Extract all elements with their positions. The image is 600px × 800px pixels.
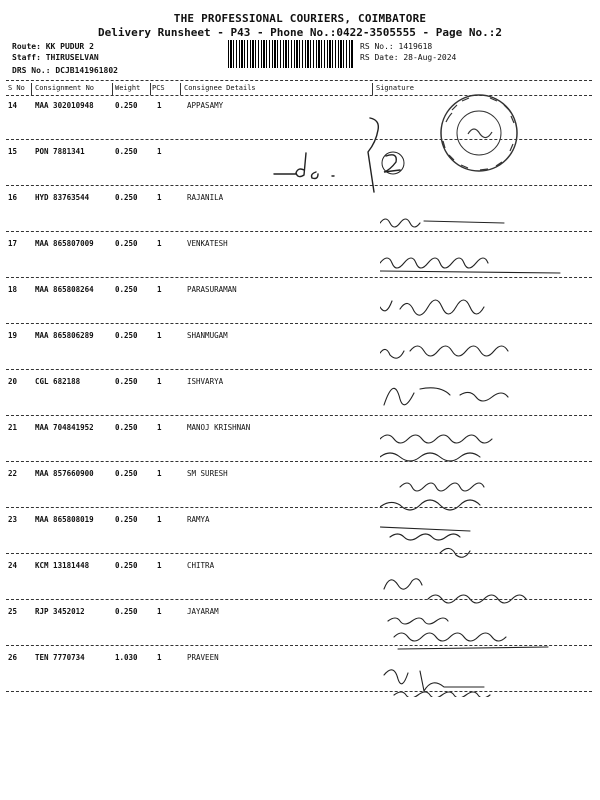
consignment-number: HYD 83763544 — [35, 193, 90, 202]
row-divider — [6, 691, 592, 692]
weight-value: 0.250 — [115, 607, 138, 616]
pieces-count: 1 — [157, 147, 162, 156]
table-row — [0, 285, 600, 331]
row-divider — [6, 231, 592, 232]
consignee-name: ISHVARYA — [187, 377, 224, 386]
col-header-signature: Signature — [376, 84, 414, 92]
consignment-number: KCM 13181448 — [35, 561, 90, 570]
weight-value: 1.030 — [115, 653, 138, 662]
consignment-number: MAA 865808264 — [35, 285, 94, 294]
serial-number: 23 — [8, 515, 18, 524]
col-divider — [112, 83, 113, 95]
weight-value: 0.250 — [115, 561, 138, 570]
col-header-weight: Weight — [115, 84, 141, 92]
consignee-name: APPASAMY — [187, 101, 224, 110]
consignee-name: MANOJ KRISHNAN — [187, 423, 251, 432]
col-divider — [180, 83, 181, 95]
consignment-number: TEN 7770734 — [35, 653, 85, 662]
consignee-name: CHITRA — [187, 561, 215, 570]
col-header-sno: S No — [8, 84, 25, 92]
pieces-count: 1 — [157, 515, 162, 524]
consignee-name: JAYARAM — [187, 607, 219, 616]
company-seal-stamp — [438, 92, 520, 174]
table-row — [0, 239, 600, 285]
serial-number: 25 — [8, 607, 18, 616]
table-row — [0, 331, 600, 377]
table-row — [0, 193, 600, 239]
weight-value: 0.250 — [115, 101, 138, 110]
row-divider — [6, 277, 592, 278]
pieces-count: 1 — [157, 377, 162, 386]
weight-value: 0.250 — [115, 515, 138, 524]
pieces-count: 1 — [157, 101, 162, 110]
row-divider — [6, 415, 592, 416]
row-divider — [6, 553, 592, 554]
consignee-name: PRAVEEN — [187, 653, 219, 662]
col-divider — [31, 83, 32, 95]
consignee-name: SHANMUGAM — [187, 331, 228, 340]
consignment-number: MAA 704841952 — [35, 423, 94, 432]
col-header-consignment: Consignment No — [35, 84, 95, 92]
pieces-count: 1 — [157, 561, 162, 570]
serial-number: 19 — [8, 331, 18, 340]
serial-number: 20 — [8, 377, 18, 386]
consignment-number: CGL 682188 — [35, 377, 81, 386]
row-divider — [6, 323, 592, 324]
row-divider — [6, 507, 592, 508]
weight-value: 0.250 — [115, 239, 138, 248]
company-title: THE PROFESSIONAL COURIERS, COIMBATORE — [173, 12, 427, 25]
serial-number: 18 — [8, 285, 18, 294]
staff-label: Staff: THIRUSELVAN — [12, 53, 99, 62]
serial-number: 16 — [8, 193, 18, 202]
pieces-count: 1 — [157, 285, 162, 294]
consignment-number: MAA 302010948 — [35, 101, 94, 110]
weight-value: 0.250 — [115, 331, 138, 340]
serial-number: 15 — [8, 147, 18, 156]
row-divider — [6, 645, 592, 646]
consignment-number: MAA 865806289 — [35, 331, 94, 340]
row-divider — [6, 461, 592, 462]
weight-value: 0.250 — [115, 285, 138, 294]
rs-number: RS No.: 1419618 — [360, 42, 433, 51]
table-top-rule — [6, 80, 592, 81]
consignee-name: PARASURAMAN — [187, 285, 237, 294]
col-divider — [372, 83, 373, 95]
table-row — [0, 653, 600, 699]
pieces-count: 1 — [157, 331, 162, 340]
table-row — [0, 377, 600, 423]
table-row — [0, 607, 600, 653]
pieces-count: 1 — [157, 193, 162, 202]
serial-number: 24 — [8, 561, 18, 570]
table-row — [0, 561, 600, 607]
barcode — [228, 40, 354, 68]
col-divider — [150, 83, 151, 95]
consignee-name: RAMYA — [187, 515, 210, 524]
table-row — [0, 515, 600, 561]
serial-number: 17 — [8, 239, 18, 248]
consignee-name: RAJANILA — [187, 193, 224, 202]
weight-value: 0.250 — [115, 469, 138, 478]
consignment-number: PON 7881341 — [35, 147, 85, 156]
pieces-count: 1 — [157, 423, 162, 432]
consignee-name: VENKATESH — [187, 239, 228, 248]
pieces-count: 1 — [157, 607, 162, 616]
col-header-consignee: Consignee Details — [184, 84, 256, 92]
consignment-number: MAA 865807009 — [35, 239, 94, 248]
drs-number: DRS No.: DCJB141961802 — [12, 66, 118, 75]
weight-value: 0.250 — [115, 377, 138, 386]
table-row — [0, 469, 600, 515]
consignment-number: RJP 3452012 — [35, 607, 85, 616]
col-header-pcs: PCS — [152, 84, 165, 92]
weight-value: 0.250 — [115, 147, 138, 156]
weight-value: 0.250 — [115, 423, 138, 432]
rs-date: RS Date: 28-Aug-2024 — [360, 53, 457, 62]
serial-number: 22 — [8, 469, 18, 478]
row-divider — [6, 599, 592, 600]
pieces-count: 1 — [157, 239, 162, 248]
ditto-signature — [262, 108, 412, 196]
weight-value: 0.250 — [115, 193, 138, 202]
table-row — [0, 423, 600, 469]
serial-number: 21 — [8, 423, 18, 432]
pieces-count: 1 — [157, 653, 162, 662]
serial-number: 14 — [8, 101, 18, 110]
serial-number: 26 — [8, 653, 18, 662]
consignment-number: MAA 865808019 — [35, 515, 94, 524]
runsheet-title: Delivery Runsheet - P43 - Phone No.:0422-3505555 - Page No.:2 — [98, 26, 502, 39]
pieces-count: 1 — [157, 469, 162, 478]
consignment-number: MAA 857660900 — [35, 469, 94, 478]
consignee-name: SM SURESH — [187, 469, 228, 478]
route-label: Route: KK PUDUR 2 — [12, 42, 94, 51]
row-divider — [6, 369, 592, 370]
